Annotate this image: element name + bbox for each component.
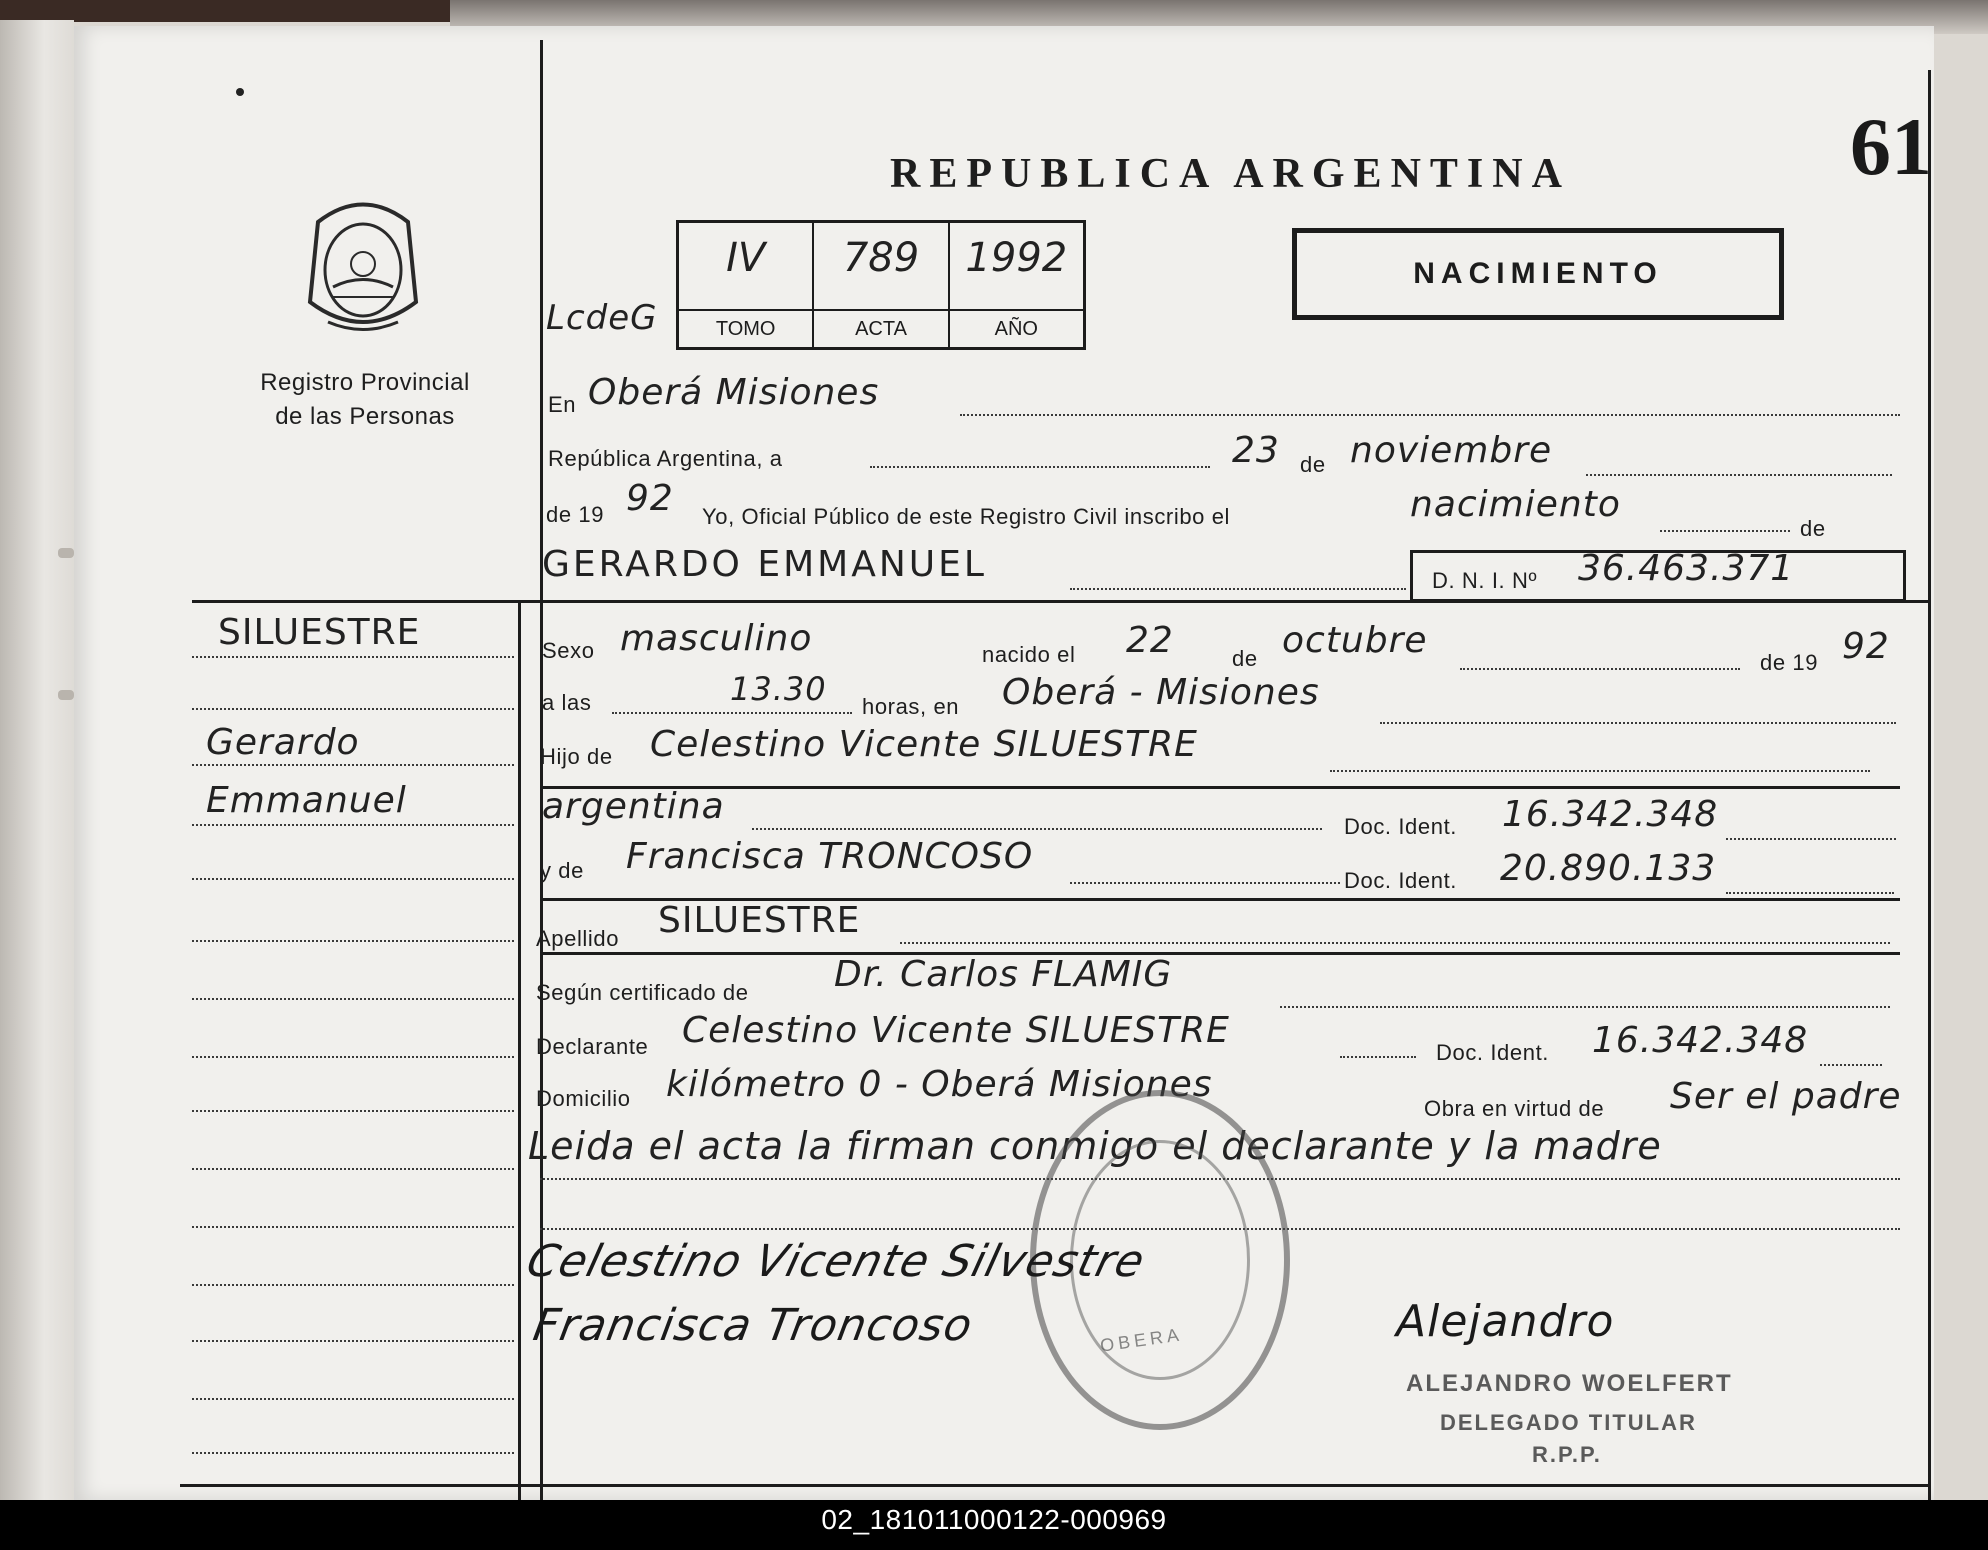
apellido-value: SILUESTRE — [658, 900, 861, 941]
declarante-doc: 16.342.348 — [1592, 1020, 1809, 1061]
father-doc-line — [1726, 838, 1896, 840]
father-nationality: argentina — [542, 786, 725, 827]
year-prefix: de 19 — [546, 502, 605, 527]
ink-dot — [236, 88, 244, 96]
dni-label: D. N. I. Nº — [1432, 568, 1538, 593]
record-type-box: NACIMIENTO — [1292, 228, 1784, 320]
nacido-label: nacido el — [982, 642, 1076, 667]
margin-line — [192, 1168, 514, 1170]
margin-line — [192, 1110, 514, 1112]
birth-month: octubre — [1282, 620, 1428, 661]
margin-line — [192, 1398, 514, 1400]
republica-label: República Argentina, a — [548, 446, 783, 471]
ano-cell — [950, 223, 1083, 347]
birth-day: 22 — [1126, 620, 1174, 661]
margin-line — [192, 824, 514, 826]
margin-line — [192, 656, 514, 658]
signature-official: Alejandro — [1396, 1296, 1615, 1347]
tomo-cell — [679, 223, 814, 347]
place-line — [960, 414, 1900, 416]
declarante-doc-line — [1820, 1064, 1882, 1066]
margin-given-1: Gerardo — [206, 722, 360, 763]
signature-declarante: Celestino Vicente Silvestre — [521, 1236, 1151, 1287]
hijo-label: Hijo de — [540, 744, 613, 769]
de-label-2: de — [1800, 516, 1826, 541]
margin-column-divider — [518, 600, 521, 1500]
birth-place: Oberá - Misiones — [1002, 672, 1320, 713]
mother-doc-line — [1726, 892, 1894, 894]
doc-label-father: Doc. Ident. — [1344, 814, 1457, 839]
domicilio-label: Domicilio — [536, 1086, 631, 1111]
alas-label: a las — [542, 690, 592, 715]
registry-label-line1: Registro Provincial — [260, 369, 470, 396]
mother-doc: 20.890.133 — [1500, 848, 1717, 889]
inscribo-line — [1660, 530, 1790, 532]
acta-table — [676, 220, 1086, 350]
nationality-line — [752, 828, 1322, 830]
yde-label: y de — [540, 858, 584, 883]
acta-label: ACTA — [814, 309, 947, 347]
margin-given-2: Emmanuel — [206, 780, 407, 821]
page-number: 61 — [1850, 101, 1932, 192]
margin-line — [192, 998, 514, 1000]
birth-month-line — [1460, 668, 1740, 670]
obra-label: Obra en virtud de — [1424, 1096, 1605, 1121]
section-rule-3 — [540, 952, 1900, 955]
margin-line — [192, 708, 514, 710]
doc-label-declarante: Doc. Ident. — [1436, 1040, 1549, 1065]
de-label: de — [1300, 452, 1326, 477]
day-value: 23 — [1232, 430, 1280, 471]
hour-line — [612, 712, 852, 714]
ano-label: AÑO — [950, 309, 1083, 347]
ano-value: 1992 — [965, 235, 1068, 281]
sexo-value: masculino — [620, 618, 813, 659]
official-name: ALEJANDRO WOELFERT — [1406, 1370, 1733, 1397]
stamp-text: OBERA — [1098, 1324, 1184, 1356]
birth-year-prefix: de 19 — [1760, 650, 1819, 675]
declarante-value: Celestino Vicente SILUESTRE — [682, 1010, 1230, 1051]
apellido-line — [900, 942, 1890, 944]
official-org: R.P.P. — [1532, 1442, 1602, 1467]
father-line — [1330, 770, 1870, 772]
declarante-line — [1340, 1056, 1416, 1058]
father-name: Celestino Vicente SILUESTRE — [650, 724, 1198, 765]
dni-value: 36.463.371 — [1578, 548, 1795, 589]
apellido-label: Apellido — [536, 926, 620, 951]
mother-name: Francisca TRONCOSO — [626, 836, 1034, 877]
birth-year: 92 — [1842, 626, 1890, 667]
birth-place-line — [1380, 722, 1896, 724]
registry-label-line2: de las Personas — [275, 403, 455, 430]
page-title: REPUBLICA ARGENTINA — [890, 151, 1571, 197]
yo-text: Yo, Oficial Público de este Registro Civil inscribo el — [702, 504, 1231, 529]
registry-label — [230, 366, 500, 434]
sexo-label: Sexo — [542, 638, 595, 663]
place-value: Oberá Misiones — [588, 372, 880, 413]
section-rule-1 — [540, 786, 1900, 789]
margin-line — [192, 1452, 514, 1454]
margin-surname: SILUESTRE — [218, 612, 421, 653]
year-value: 92 — [626, 478, 674, 519]
misiones-province-seal-icon — [298, 192, 428, 342]
name-line — [1070, 588, 1406, 590]
declarante-label: Declarante — [536, 1034, 649, 1059]
birth-de-label: de — [1232, 646, 1258, 671]
margin-line — [192, 878, 514, 880]
mother-line — [1070, 882, 1340, 884]
cover-edge — [0, 0, 450, 22]
acta-prefix: LcdeG — [546, 298, 658, 338]
en-label: En — [548, 392, 577, 417]
month-value: noviembre — [1350, 430, 1553, 471]
image-id-caption: 02_181011000122-000969 — [821, 1504, 1167, 1535]
margin-line — [192, 1284, 514, 1286]
right-border — [1928, 70, 1931, 1500]
hour-value: 13.30 — [730, 670, 827, 708]
date-line-1 — [870, 466, 1210, 468]
acta-cell — [814, 223, 949, 347]
tomo-label: TOMO — [679, 309, 812, 347]
bottom-border — [180, 1484, 1928, 1487]
horas-label: horas, en — [862, 694, 960, 719]
obra-value: Ser el padre — [1670, 1076, 1902, 1117]
binding-hole — [58, 548, 74, 558]
margin-line — [192, 1056, 514, 1058]
inscribo-value: nacimiento — [1410, 484, 1621, 525]
margin-line — [192, 1226, 514, 1228]
segun-label: Según certificado de — [536, 980, 749, 1005]
margin-line — [192, 764, 514, 766]
closing-text: Leida el acta la firman conmigo el declarante y la madre — [528, 1124, 1662, 1168]
margin-line — [192, 940, 514, 942]
child-name: GERARDO EMMANUEL — [542, 544, 987, 585]
father-doc: 16.342.348 — [1502, 794, 1719, 835]
tomo-value: IV — [726, 235, 766, 281]
official-title: DELEGADO TITULAR — [1440, 1410, 1697, 1435]
date-line-2 — [1586, 474, 1892, 476]
margin-line — [192, 1340, 514, 1342]
signature-madre: Francisca Troncoso — [529, 1300, 977, 1351]
binding-hole — [58, 690, 74, 700]
certificado-value: Dr. Carlos FLAMIG — [834, 954, 1173, 995]
doc-label-mother: Doc. Ident. — [1344, 868, 1457, 893]
acta-value: 789 — [842, 235, 920, 281]
book-spine — [0, 20, 74, 1500]
domicilio-value: kilómetro 0 - Oberá Misiones — [666, 1064, 1213, 1105]
certificado-line — [1280, 1006, 1890, 1008]
